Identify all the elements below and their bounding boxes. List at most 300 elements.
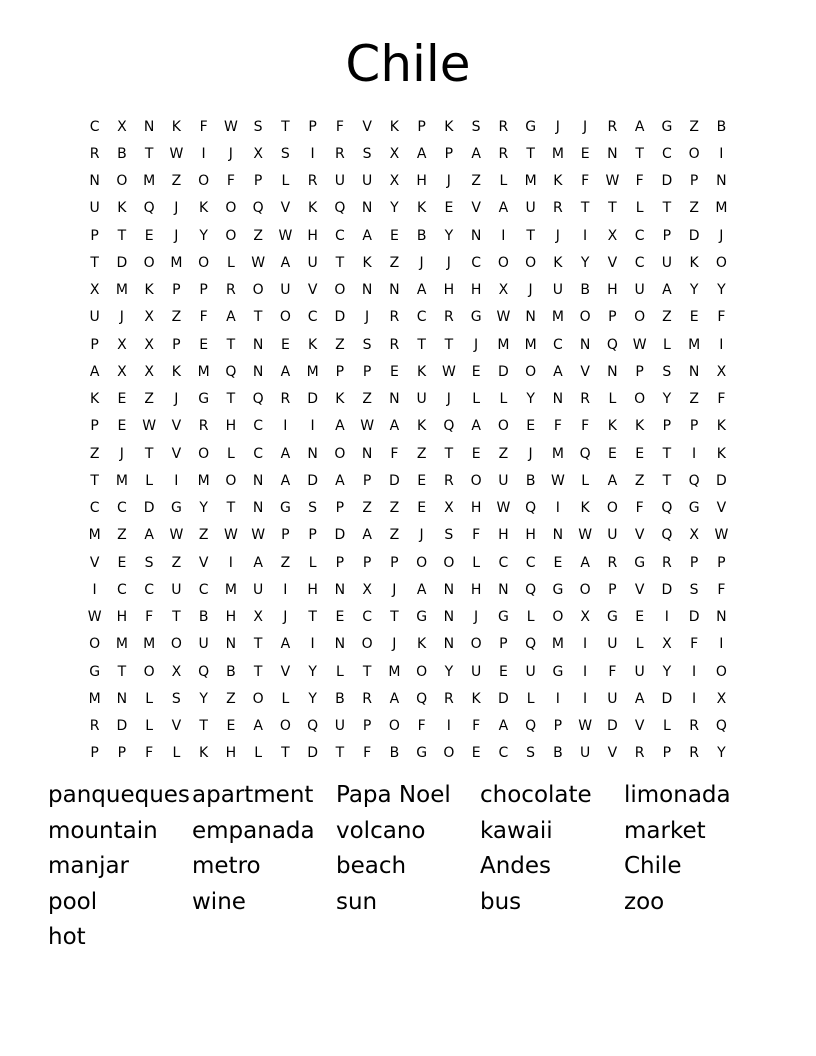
grid-letter: T: [172, 609, 181, 626]
grid-letter: K: [689, 254, 699, 271]
grid-letter: E: [553, 554, 563, 571]
grid-letter: X: [716, 690, 727, 707]
grid-letter: F: [581, 173, 590, 190]
grid-letter: O: [416, 663, 428, 680]
grid-letter: F: [717, 581, 726, 598]
grid-letter: O: [715, 254, 727, 271]
grid-letter: H: [525, 527, 536, 544]
grid-letter: K: [607, 418, 617, 435]
grid-letter: J: [528, 445, 533, 462]
grid-letter: A: [389, 418, 400, 435]
grid-letter: O: [89, 636, 101, 653]
grid-letter: O: [198, 254, 210, 271]
grid-letter: Z: [335, 336, 345, 353]
grid-letter: V: [307, 282, 318, 299]
grid-letter: C: [362, 609, 373, 626]
grid-letter: R: [362, 690, 372, 707]
grid-letter: E: [635, 445, 645, 462]
grid-letter: U: [607, 527, 618, 544]
grid-letter: G: [552, 663, 564, 680]
grid-letter: Q: [307, 718, 319, 735]
grid-letter: O: [470, 472, 482, 489]
grid-letter: D: [334, 309, 346, 326]
grid-letter: T: [281, 745, 290, 762]
grid-letter: G: [416, 745, 428, 762]
grid-letter: J: [119, 445, 124, 462]
grid-letter: R: [335, 145, 345, 162]
grid-letter: B: [525, 472, 536, 489]
grid-letter: F: [608, 663, 617, 680]
word-list-item: chocolate: [480, 782, 592, 808]
grid-letter: K: [417, 363, 427, 380]
grid-letter: A: [580, 554, 590, 571]
grid-letter: W: [605, 173, 620, 190]
grid-letter: M: [170, 254, 183, 271]
grid-row: [81, 631, 735, 658]
grid-letter: P: [117, 745, 127, 762]
grid-letter: T: [362, 663, 372, 680]
grid-letter: I: [555, 690, 560, 707]
grid-letter: I: [446, 718, 451, 735]
grid-letter: T: [662, 445, 672, 462]
grid-letter: Z: [689, 118, 699, 135]
grid-letter: W: [496, 500, 511, 517]
grid-letter: B: [335, 690, 345, 707]
grid-letter: N: [252, 336, 264, 353]
grid-letter: O: [688, 145, 700, 162]
grid-letter: H: [225, 745, 237, 762]
grid-letter: X: [580, 609, 590, 626]
grid-letter: Z: [362, 500, 372, 517]
grid-letter: A: [280, 636, 291, 653]
grid-letter: P: [172, 336, 181, 353]
grid-letter: K: [144, 282, 154, 299]
grid-letter: H: [225, 418, 237, 435]
grid-letter: J: [174, 391, 179, 408]
grid-letter: I: [583, 663, 588, 680]
grid-letter: U: [525, 663, 536, 680]
grid-letter: G: [525, 118, 537, 135]
word-list-item: beach: [336, 853, 407, 879]
grid-letter: L: [172, 745, 181, 762]
grid-letter: C: [144, 581, 155, 598]
grid-letter: Y: [199, 690, 208, 707]
grid-letter: D: [688, 609, 700, 626]
grid-letter: M: [688, 336, 701, 353]
grid-letter: Z: [662, 309, 672, 326]
grid-letter: C: [89, 118, 100, 135]
word-list-item: metro: [192, 853, 261, 879]
grid-letter: L: [335, 663, 344, 680]
grid-letter: G: [688, 500, 700, 517]
grid-letter: K: [716, 445, 726, 462]
grid-letter: P: [362, 363, 372, 380]
grid-letter: G: [661, 118, 673, 135]
grid-letter: O: [497, 418, 509, 435]
grid-letter: L: [635, 200, 644, 217]
grid-letter: L: [581, 472, 590, 489]
grid-letter: C: [498, 554, 509, 571]
grid-letter: M: [197, 363, 210, 380]
grid-letter: E: [607, 445, 617, 462]
grid-letter: U: [89, 309, 100, 326]
grid-letter: R: [498, 145, 509, 162]
grid-letter: P: [717, 554, 726, 571]
grid-letter: P: [362, 472, 372, 489]
grid-letter: M: [551, 309, 564, 326]
grid-letter: O: [252, 282, 264, 299]
grid-letter: Y: [199, 227, 208, 244]
grid-letter: R: [580, 391, 590, 408]
grid-letter: Y: [717, 282, 726, 299]
grid-letter: V: [634, 527, 645, 544]
grid-letter: I: [692, 663, 697, 680]
grid-letter: N: [443, 636, 455, 653]
grid-letter: F: [553, 418, 562, 435]
grid-letter: W: [251, 254, 266, 271]
grid-letter: S: [444, 527, 454, 544]
grid-letter: E: [471, 363, 481, 380]
grid-letter: R: [689, 718, 699, 735]
grid-letter: W: [578, 527, 593, 544]
grid-letter: C: [634, 227, 645, 244]
grid-letter: K: [171, 118, 181, 135]
word-list-item: pool: [48, 888, 98, 915]
grid-letter: W: [251, 527, 266, 544]
grid-letter: O: [443, 554, 455, 571]
word-list-item: mountain: [48, 817, 158, 844]
grid-letter: D: [497, 363, 509, 380]
grid-letter: N: [498, 581, 509, 598]
word-list-item: manjar: [48, 853, 130, 879]
grid-letter: A: [280, 445, 291, 462]
grid-letter: A: [253, 554, 263, 571]
grid-letter: D: [116, 254, 128, 271]
grid-row: [81, 386, 735, 413]
word-list-item: apartment: [192, 782, 314, 808]
grid-letter: N: [225, 636, 237, 653]
grid-letter: C: [634, 254, 645, 271]
grid-letter: O: [225, 227, 237, 244]
grid-letter: K: [417, 418, 427, 435]
grid-letter: G: [470, 309, 482, 326]
grid-letter: T: [90, 472, 99, 489]
grid-letter: X: [117, 336, 127, 353]
grid-letter: Y: [444, 663, 454, 680]
grid-letter: G: [89, 663, 101, 680]
grid-letter: O: [143, 663, 155, 680]
grid-letter: O: [525, 254, 537, 271]
grid-row: [81, 358, 735, 385]
grid-letter: W: [441, 363, 456, 380]
grid-letter: F: [226, 173, 235, 190]
grid-letter: T: [662, 200, 672, 217]
grid-letter: F: [717, 391, 726, 408]
grid-letter: K: [553, 254, 563, 271]
grid-letter: K: [417, 200, 427, 217]
grid-letter: C: [334, 227, 345, 244]
grid-letter: W: [223, 118, 238, 135]
grid-letter: P: [90, 227, 99, 244]
grid-letter: W: [550, 472, 565, 489]
grid-letter: W: [278, 227, 293, 244]
grid-letter: G: [497, 609, 509, 626]
grid-letter: A: [471, 145, 481, 162]
grid-letter: J: [392, 636, 397, 653]
grid-letter: X: [389, 145, 400, 162]
grid-letter: Q: [606, 336, 618, 353]
grid-letter: J: [555, 227, 560, 244]
grid-letter: Y: [580, 254, 590, 271]
grid-letter: A: [498, 200, 509, 217]
grid-letter: J: [228, 145, 233, 162]
grid-letter: U: [307, 254, 318, 271]
grid-letter: I: [283, 418, 288, 435]
grid-letter: N: [116, 690, 128, 707]
grid-letter: K: [117, 200, 127, 217]
grid-letter: J: [528, 282, 533, 299]
grid-letter: N: [443, 581, 455, 598]
grid-letter: X: [362, 581, 372, 598]
grid-letter: T: [253, 663, 263, 680]
grid-letter: O: [470, 636, 482, 653]
grid-letter: C: [307, 309, 318, 326]
grid-letter: N: [307, 445, 318, 462]
grid-letter: I: [583, 690, 588, 707]
grid-letter: K: [308, 336, 318, 353]
grid-letter: J: [446, 173, 451, 190]
grid-letter: W: [87, 609, 102, 626]
grid-letter: X: [117, 363, 127, 380]
grid-letter: C: [253, 445, 264, 462]
grid-letter: P: [253, 173, 263, 190]
grid-letter: T: [662, 472, 672, 489]
grid-letter: W: [578, 718, 593, 735]
grid-letter: Y: [689, 282, 699, 299]
grid-letter: Z: [171, 554, 182, 571]
grid-letter: C: [498, 745, 509, 762]
grid-letter: S: [308, 500, 318, 517]
grid-letter: H: [470, 500, 482, 517]
grid-letter: R: [198, 418, 209, 435]
grid-letter: L: [281, 690, 290, 707]
grid-letter: N: [252, 500, 264, 517]
grid-letter: M: [115, 636, 128, 653]
grid-letter: D: [661, 690, 673, 707]
grid-letter: T: [226, 500, 236, 517]
grid-letter: B: [117, 145, 127, 162]
grid-letter: J: [392, 581, 397, 598]
grid-letter: O: [198, 445, 210, 462]
grid-letter: O: [116, 173, 128, 190]
grid-letter: E: [117, 418, 127, 435]
grid-letter: A: [362, 527, 372, 544]
grid-letter: E: [199, 336, 209, 353]
grid-letter: A: [389, 690, 400, 707]
grid-letter: L: [499, 173, 508, 190]
grid-letter: C: [552, 336, 563, 353]
grid-letter: A: [662, 282, 672, 299]
grid-letter: L: [145, 718, 154, 735]
grid-letter: A: [634, 118, 645, 135]
grid-letter: V: [89, 554, 100, 571]
grid-row: [81, 685, 735, 712]
grid-letter: G: [279, 500, 291, 517]
grid-letter: P: [172, 282, 181, 299]
grid-letter: F: [363, 745, 372, 762]
grid-row: [81, 277, 735, 304]
grid-letter: P: [417, 118, 426, 135]
grid-letter: O: [143, 254, 155, 271]
grid-letter: L: [145, 472, 154, 489]
grid-letter: P: [444, 145, 454, 162]
grid-letter: V: [607, 745, 618, 762]
grid-letter: X: [689, 527, 699, 544]
grid-letter: O: [252, 690, 264, 707]
grid-letter: T: [144, 145, 154, 162]
grid-letter: K: [199, 745, 209, 762]
grid-letter: N: [607, 363, 618, 380]
grid-letter: C: [661, 145, 672, 162]
grid-letter: Q: [198, 663, 210, 680]
grid-letter: O: [170, 636, 182, 653]
grid-letter: R: [389, 336, 400, 353]
grid-letter: W: [360, 418, 375, 435]
grid-letter: C: [116, 500, 127, 517]
grid-letter: S: [362, 336, 372, 353]
grid-letter: I: [692, 445, 697, 462]
grid-letter: T: [117, 663, 127, 680]
grid-letter: E: [417, 500, 427, 517]
grid-letter: I: [583, 636, 588, 653]
grid-row: [81, 440, 735, 467]
grid-letter: A: [89, 363, 100, 380]
grid-row: [81, 658, 735, 685]
grid-letter: F: [717, 309, 726, 326]
grid-letter: Y: [662, 391, 672, 408]
grid-letter: R: [389, 309, 400, 326]
grid-letter: N: [361, 282, 373, 299]
grid-letter: L: [226, 445, 235, 462]
grid-letter: K: [716, 418, 726, 435]
grid-letter: L: [499, 391, 508, 408]
grid-letter: P: [608, 309, 617, 326]
grid-letter: V: [634, 718, 645, 735]
grid-letter: Q: [334, 200, 346, 217]
grid-letter: D: [307, 745, 319, 762]
grid-letter: P: [662, 745, 672, 762]
grid-letter: O: [225, 200, 237, 217]
grid-row: [81, 495, 735, 522]
grid-letter: N: [470, 227, 482, 244]
grid-letter: M: [551, 445, 564, 462]
grid-letter: H: [416, 173, 427, 190]
grid-letter: R: [280, 391, 291, 408]
grid-letter: N: [716, 173, 727, 190]
grid-letter: P: [362, 554, 372, 571]
grid-row: [81, 168, 735, 195]
grid-letter: P: [689, 173, 699, 190]
grid-letter: J: [419, 527, 424, 544]
grid-letter: K: [635, 418, 645, 435]
grid-letter: J: [555, 118, 560, 135]
grid-letter: N: [89, 173, 100, 190]
grid-letter: D: [388, 472, 400, 489]
grid-letter: X: [144, 309, 154, 326]
grid-letter: D: [307, 472, 319, 489]
grid-letter: V: [634, 581, 645, 598]
grid-letter: I: [174, 472, 179, 489]
grid-letter: K: [199, 200, 209, 217]
grid-letter: E: [417, 472, 427, 489]
grid-letter: Q: [252, 391, 264, 408]
grid-letter: P: [662, 227, 672, 244]
grid-letter: K: [553, 173, 563, 190]
grid-letter: A: [335, 418, 345, 435]
grid-row: [81, 140, 735, 167]
grid-letter: Y: [308, 663, 317, 680]
grid-letter: X: [662, 636, 672, 653]
grid-letter: L: [308, 554, 317, 571]
grid-letter: A: [607, 472, 618, 489]
grid-row: [81, 713, 735, 740]
grid-letter: Y: [308, 690, 317, 707]
page-title: Chile: [345, 35, 471, 93]
grid-letter: P: [199, 282, 208, 299]
grid-letter: Z: [389, 500, 400, 517]
grid-letter: M: [388, 663, 401, 680]
grid-letter: F: [145, 609, 154, 626]
grid-letter: P: [281, 527, 290, 544]
grid-letter: L: [662, 336, 671, 353]
grid-letter: F: [635, 173, 644, 190]
grid-letter: W: [169, 527, 184, 544]
word-list-item: sun: [336, 888, 378, 915]
grid-letter: I: [310, 636, 315, 653]
grid-letter: P: [390, 554, 399, 571]
grid-letter: O: [361, 636, 373, 653]
grid-letter: C: [416, 309, 427, 326]
grid-letter: E: [389, 363, 399, 380]
grid-letter: J: [174, 227, 179, 244]
grid-letter: F: [417, 718, 426, 735]
grid-letter: H: [470, 581, 482, 598]
grid-letter: F: [145, 745, 154, 762]
grid-letter: D: [715, 472, 727, 489]
grid-letter: Q: [225, 363, 237, 380]
grid-letter: A: [498, 718, 509, 735]
grid-letter: B: [198, 609, 209, 626]
grid-letter: M: [88, 690, 101, 707]
grid-letter: O: [443, 745, 455, 762]
grid-letter: E: [635, 609, 645, 626]
grid-letter: I: [555, 500, 560, 517]
grid-letter: T: [608, 200, 617, 217]
grid-letter: U: [89, 200, 100, 217]
grid-letter: X: [144, 336, 154, 353]
grid-letter: X: [89, 282, 100, 299]
grid-letter: M: [143, 173, 156, 190]
grid-letter: X: [607, 227, 618, 244]
grid-letter: X: [144, 363, 154, 380]
word-list-item: wine: [192, 888, 246, 915]
grid-letter: N: [525, 309, 536, 326]
word-list-item: empanada: [192, 817, 315, 844]
grid-letter: D: [661, 173, 673, 190]
grid-letter: C: [525, 554, 536, 571]
grid-letter: N: [334, 581, 346, 598]
grid-letter: D: [116, 718, 128, 735]
